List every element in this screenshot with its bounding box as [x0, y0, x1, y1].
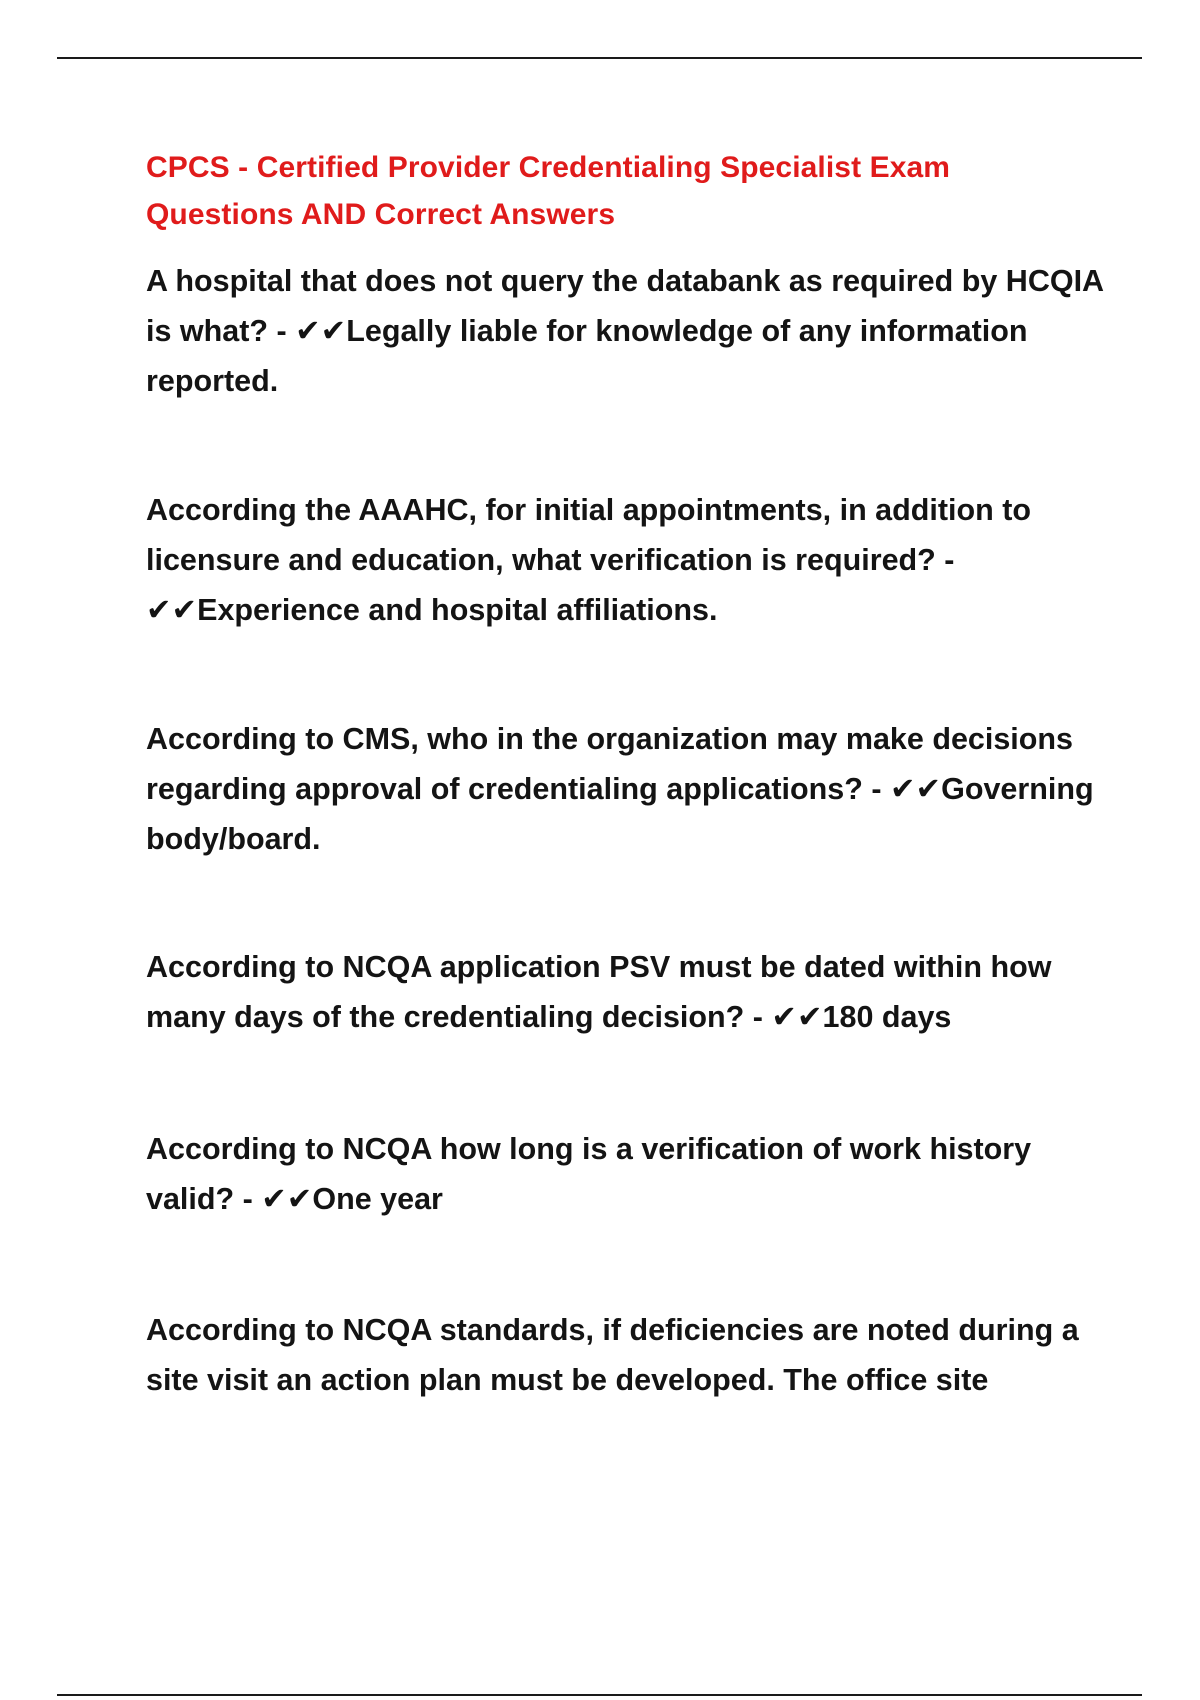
double-check-icon: ✔✔	[295, 314, 347, 348]
bottom-divider	[57, 1694, 1142, 1696]
qa-item	[146, 714, 1106, 864]
answer-text: One year	[312, 1182, 443, 1216]
answer-text: Legally liable for knowledge of any information reported.	[146, 314, 1028, 398]
qa-item	[146, 942, 1106, 1042]
double-check-icon: ✔✔	[771, 1000, 823, 1034]
qa-item	[146, 1124, 1106, 1224]
question-text: A hospital that does not query the databank as required by HCQIA is what? -	[146, 264, 1103, 348]
question-text: According to NCQA application PSV must be dated within how many days of the credentialing decision? -	[146, 950, 1052, 1034]
double-check-icon: ✔✔	[261, 1182, 313, 1216]
top-divider	[57, 57, 1142, 59]
answer-text: Experience and hospital affiliations.	[197, 593, 718, 627]
qa-item	[146, 1305, 1106, 1405]
double-check-icon: ✔✔	[889, 772, 942, 806]
double-check-icon: ✔✔	[146, 593, 198, 627]
document-title: CPCS - Certified Provider Credentialing Specialist Exam Questions AND Correct Answers	[146, 151, 951, 231]
question-text: According the AAAHC, for initial appointments, in addition to licensure and education, what verification is required? -	[146, 493, 1032, 577]
answer-text: 180 days	[822, 1000, 952, 1034]
question-text: According to CMS, who in the organization may make decisions regarding approval of credentialing applications? -	[146, 722, 1074, 806]
qa-item	[146, 256, 1106, 406]
question-text: According to NCQA how long is a verification of work history valid? -	[146, 1132, 1032, 1216]
answer-text: Governing body/board.	[146, 772, 1094, 856]
qa-item	[146, 485, 1106, 635]
question-text: According to NCQA standards, if deficiencies are noted during a site visit an action plan must be developed. The office site	[146, 1313, 1079, 1397]
